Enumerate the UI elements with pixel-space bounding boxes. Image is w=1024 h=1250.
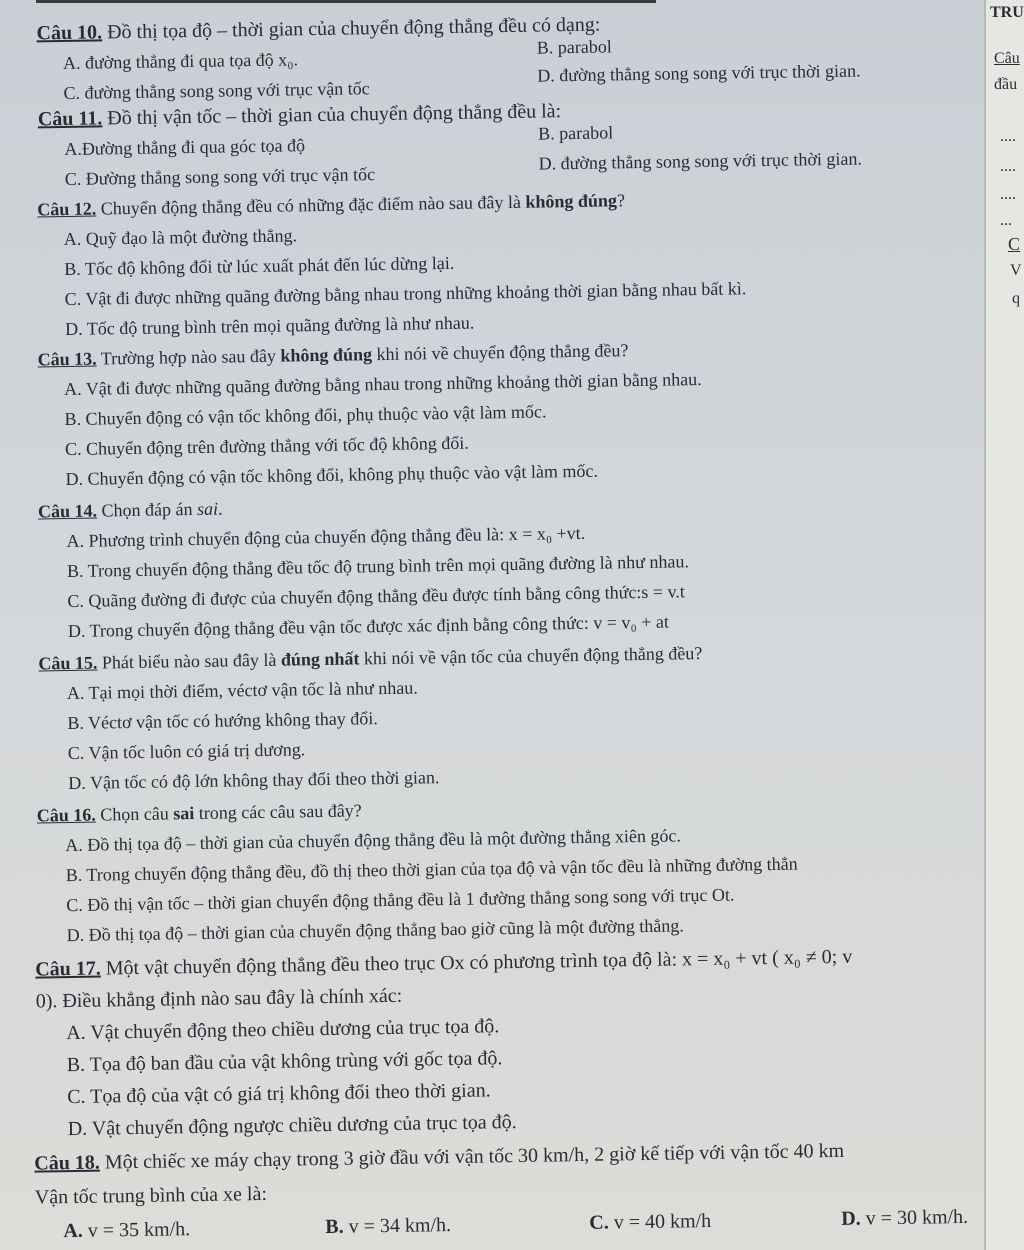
option-letter: A. (63, 1219, 83, 1243)
q14-option-a: A. Phương trình chuyển động của chuyển động thẳng đều là: x = x₀ +vt. (66, 522, 586, 552)
question-number: Câu 14. (37, 500, 98, 522)
q18-option-a (63, 1217, 190, 1243)
question-number: Câu 13. (37, 348, 97, 370)
question-text: Chọn câu (95, 803, 174, 825)
q11-option-a: A.Đường thẳng đi qua góc tọa độ (64, 135, 306, 160)
margin-text: .... (1000, 158, 1016, 175)
question-13 (37, 338, 628, 371)
q15-option-a: A. Tại mọi thời điểm, véctơ vận tốc là như nhau. (66, 677, 418, 704)
question-emphasis: đúng nhất (280, 648, 360, 670)
question-text-tail: trong các câu sau đây? (194, 800, 362, 824)
q10-option-a: A. đường thẳng đi qua tọa độ x₀. (62, 49, 299, 74)
question-text-tail: ? (616, 190, 626, 211)
question-15 (38, 641, 702, 675)
question-16 (37, 798, 362, 827)
question-text-tail: khi nói về vận tốc của chuyển động thẳng đều? (359, 643, 703, 669)
question-text: Trường hợp nào sau đây (96, 345, 281, 369)
q16-option-b: B. Trong chuyển động thẳng đều, đồ thị theo thời gian của tọa độ và vận tốc đều là những đường thẳn (65, 853, 798, 886)
question-text: Đồ thị tọa độ – thời gian của chuyển động thẳng đều có dạng: (101, 13, 601, 44)
q12-option-d: D. Tốc độ trung bình trên mọi quãng đường là như nhau. (65, 312, 475, 340)
q13-option-b: B. Chuyển động có vận tốc không đổi, phụ thuộc vào vật làm mốc. (64, 401, 547, 430)
q12-option-b: B. Tốc độ không đổi từ lúc xuất phát đến lúc dừng lại. (64, 252, 455, 280)
q15-option-c: C. Vận tốc luôn có giá trị dương. (67, 739, 306, 764)
q14-option-c: C. Quãng đường đi được của chuyển động thẳng đều được tính bằng công thức:s = v.t (67, 581, 685, 612)
q17-option-d: D. Vật chuyển động ngược chiều dương của trục tọa độ. (67, 1111, 517, 1141)
question-17-continuation: 0). Điều khẳng định nào sau đây là chính xác: (35, 984, 403, 1013)
question-text-tail: khi nói về chuyển động thẳng đều? (371, 340, 629, 365)
question-text: Chuyển động thẳng đều có những đặc điểm nào sau đây là (96, 191, 526, 219)
margin-text: đầu (994, 76, 1018, 93)
q16-option-d: D. Đồ thị tọa độ – thời gian của chuyển động thẳng bao giờ cũng là một đường thẳng. (66, 915, 684, 946)
question-text: Phát biểu nào sau đây là (97, 649, 282, 673)
option-letter: D. (841, 1207, 861, 1230)
q13-option-d: D. Chuyển động có vận tốc không đổi, không phụ thuộc vào vật làm mốc. (65, 460, 599, 490)
question-text: Chọn đáp án (96, 498, 198, 521)
option-text: v = 35 km/h. (82, 1218, 191, 1242)
margin-text: C (1008, 234, 1021, 254)
q17-option-c: C. Tọa độ của vật có giá trị không đổi theo thời gian. (67, 1079, 491, 1109)
q10-option-c: C. đường thẳng song song với trục vận tốc (63, 78, 370, 104)
option-letter: C. (589, 1211, 609, 1234)
q15-option-d: D. Vận tốc có độ lớn không thay đổi theo thời gian. (68, 767, 440, 794)
margin-text: .... (1000, 128, 1016, 145)
option-letter: B. (325, 1215, 344, 1239)
q10-option-d: D. đường thẳng song song với trục thời gian. (537, 60, 861, 86)
question-18-continuation: Vận tốc trung bình của xe là: (34, 1182, 268, 1209)
q15-option-b: B. Véctơ vận tốc có hướng không thay đổi. (67, 708, 378, 734)
q17-option-b: B. Tọa độ ban đầu của vật không trùng với gốc tọa độ. (66, 1047, 503, 1077)
q12-option-a: A. Quỹ đạo là một đường thẳng. (63, 225, 298, 250)
question-number: Câu 11. (37, 107, 103, 131)
question-number: Câu 12. (37, 198, 97, 220)
question-number: Câu 17. (35, 957, 101, 981)
option-text: v = 40 km/h (608, 1209, 712, 1234)
q18-option-c (589, 1209, 711, 1235)
q14-option-d: D. Trong chuyển động thẳng đều vận tốc được xác định bằng công thức: v = v₀ + at (67, 611, 670, 642)
question-emphasis: không đúng (280, 344, 373, 366)
q12-option-c: C. Vật đi được những quãng đường bằng nhau trong những khoảng thời gian bằng nhau bất kì. (64, 278, 747, 310)
question-18 (34, 1136, 1006, 1175)
margin-text: .... (1000, 186, 1016, 203)
q16-option-c: C. Đồ thị vận tốc – thời gian chuyển động thẳng đều là 1 đường thẳng song song với trục Ot. (66, 884, 735, 916)
q11-option-d: D. đường thẳng song song với trục thời gian. (538, 148, 863, 174)
q18-option-d (841, 1205, 968, 1231)
question-text: Đồ thị vận tốc – thời gian của chuyển động thẳng đều là: (102, 100, 562, 130)
question-12 (37, 188, 625, 221)
q18-option-b (325, 1213, 451, 1239)
margin-text: V (1010, 262, 1022, 279)
q17-option-a: A. Vật chuyển động theo chiều dương của trục tọa độ. (66, 1015, 500, 1045)
q13-option-c: C. Chuyển động trên đường thẳng với tốc độ không đổi. (64, 432, 469, 460)
question-emphasis: sai (173, 803, 195, 824)
question-text: Một vật chuyển động thẳng đều theo trục Ox có phương trình tọa độ là: x = x₀ + vt ( x₀ ≠ 0; v (100, 945, 853, 980)
margin-text: ... (1000, 212, 1012, 229)
question-number: Câu 18. (34, 1151, 101, 1175)
question-number: Câu 10. (36, 21, 103, 45)
question-number: Câu 16. (36, 804, 96, 826)
question-text-tail: . (217, 498, 223, 519)
q14-option-b: B. Trong chuyển động thẳng đều tốc độ trung bình trên mọi quãng đường là như nhau. (66, 551, 690, 582)
q16-option-a: A. Đồ thị tọa độ – thời gian của chuyển động thẳng đều là một đường thẳng xiên góc. (65, 825, 682, 856)
q11-option-b: B. parabol (538, 122, 614, 144)
question-emphasis: không đúng (525, 190, 618, 212)
question-text: Một chiếc xe máy chạy trong 3 giờ đầu với vận tốc 30 km/h, 2 giờ kế tiếp với vận tốc 40 km (99, 1139, 845, 1174)
option-text: v = 30 km/h. (860, 1205, 969, 1230)
q10-option-b: B. parabol (536, 36, 612, 58)
margin-text: TRU (990, 4, 1024, 21)
margin-text: Câu (994, 50, 1020, 67)
q11-option-c: C. Đường thẳng song song với trục vận tốc (64, 164, 376, 190)
question-14 (38, 497, 223, 524)
margin-text: q (1012, 290, 1020, 307)
question-10 (36, 13, 600, 46)
question-17 (35, 942, 1001, 981)
option-text: v = 34 km/h. (343, 1214, 452, 1238)
question-number: Câu 15. (38, 652, 98, 674)
question-emphasis: sai (196, 498, 219, 519)
q13-option-a: A. Vật đi được những quãng đường bằng nhau trong những khoảng thời gian bằng nhau. (63, 369, 702, 400)
